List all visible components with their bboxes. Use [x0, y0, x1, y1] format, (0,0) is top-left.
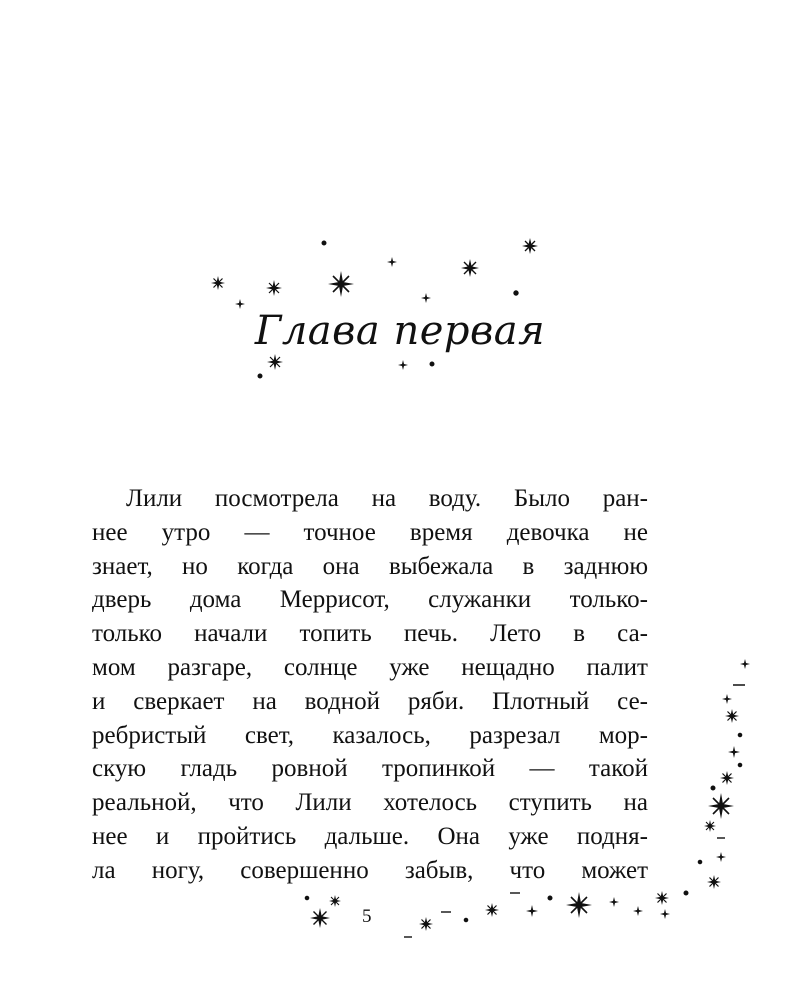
- sparkle-star-icon: [211, 276, 225, 290]
- text-line: дверь дома Меррисот, служанки только-: [92, 586, 648, 614]
- sparkle-star-icon: [322, 241, 326, 245]
- sparkle-star-icon: [267, 354, 283, 370]
- sparkle-star-icon: [548, 896, 552, 900]
- sparkle-star-icon: [526, 905, 538, 917]
- sparkle-star-icon: [310, 908, 330, 928]
- sparkle-star-icon: [716, 852, 726, 862]
- sparkle-star-icon: [738, 763, 742, 767]
- text-line: ребристый свет, казалось, разрезал мор-: [92, 721, 648, 749]
- sparkle-star-icon: [258, 374, 262, 378]
- body-paragraph: [92, 482, 648, 888]
- text-line: нее и пройтись дальше. Она уже подня-: [92, 822, 648, 850]
- text-line: и сверкает на водной ряби. Плотный се-: [92, 687, 648, 715]
- sparkle-star-icon: [485, 903, 499, 917]
- text-line: Лили посмотрела на воду. Было ран-: [126, 485, 648, 512]
- sparkle-star-icon: [609, 897, 619, 907]
- text-line: знает, но когда она выбежала в заднюю: [92, 552, 648, 580]
- sparkle-star-icon: [698, 860, 702, 864]
- sparkle-star-icon: [633, 906, 643, 916]
- sparkle-star-icon: [708, 793, 734, 819]
- sparkle-star-icon: [522, 238, 538, 254]
- sparkle-star-icon: [684, 891, 688, 895]
- sparkle-star-icon: [329, 895, 341, 907]
- text-line: скую гладь ровной тропинкой — такой: [92, 755, 648, 783]
- text-line: только начали топить печь. Лето в са-: [92, 620, 648, 648]
- chapter-title: Глава первая: [254, 308, 546, 354]
- sparkle-star-icon: [720, 771, 734, 785]
- sparkle-star-icon: [461, 259, 479, 277]
- sparkle-star-icon: [711, 786, 715, 790]
- sparkle-star-icon: [655, 891, 669, 905]
- sparkle-star-icon: [660, 909, 670, 919]
- sparkle-star-icon: [514, 291, 518, 295]
- sparkle-star-icon: [464, 918, 468, 922]
- sparkle-star-icon: [725, 709, 739, 723]
- sparkle-star-icon: [266, 280, 282, 296]
- sparkle-star-icon: [387, 257, 397, 267]
- sparkle-star-icon: [328, 271, 354, 297]
- sparkle-star-icon: [305, 896, 309, 900]
- sparkle-star-icon: [722, 694, 732, 704]
- text-line: реальной, что Лили хотелось ступить на: [92, 789, 648, 817]
- sparkle-star-icon: [398, 360, 408, 370]
- text-line: мом разгаре, солнце уже нещадно палит: [92, 653, 648, 681]
- sparkle-star-icon: [728, 746, 740, 758]
- sparkle-star-icon: [430, 362, 434, 366]
- sparkle-star-icon: [419, 917, 433, 931]
- page-number: 5: [362, 906, 372, 927]
- sparkle-star-icon: [738, 733, 742, 737]
- text-line: нее утро — точное время девочка не: [92, 518, 648, 546]
- text-line: ла ногу, совершенно забыв, что может: [92, 856, 648, 884]
- sparkle-star-icon: [566, 892, 592, 918]
- sparkle-star-icon: [421, 293, 431, 303]
- sparkle-star-icon: [707, 875, 721, 889]
- sparkle-star-icon: [740, 659, 750, 669]
- sparkle-star-icon: [704, 820, 716, 832]
